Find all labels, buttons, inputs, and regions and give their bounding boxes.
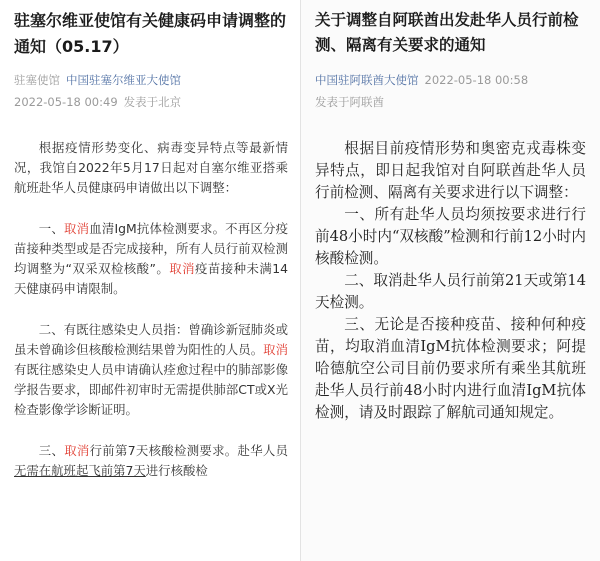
article-meta — [14, 70, 288, 90]
highlight-cancel: 取消 — [169, 261, 196, 276]
highlight-cancel: 取消 — [64, 221, 90, 236]
article-title: 关于调整自阿联酋出发赴华人员行前检测、隔离有关要求的通知 — [315, 11, 579, 54]
highlight-cancel: 取消 — [64, 443, 90, 458]
account-link[interactable]: 中国驻阿联酋大使馆 — [315, 73, 419, 87]
paragraph: 二、取消赴华人员行前第21天或第14天检测。 — [315, 272, 586, 311]
article-meta — [315, 70, 586, 90]
paragraph: 一、取消血清IgM抗体检测要求。不再区分疫苗接种类型或是否完成接种，所有人员行前双检测均调整为“双采双检核酸”。取消疫苗接种未满14天健康码申请限制。 — [14, 221, 289, 296]
publish-location: 发表于北京 — [123, 95, 182, 109]
right-article — [301, 0, 600, 561]
publish-datetime: 2022-05-18 00:58 — [424, 73, 529, 87]
highlight-cancel: 取消 — [263, 342, 289, 357]
account-link[interactable]: 中国驻塞尔维亚大使馆 — [66, 73, 181, 87]
article-location-row — [315, 92, 586, 112]
article-date-row — [14, 92, 288, 112]
paragraph: 三、取消行前第7天核酸检测要求。赴华人员无需在航班起飞前第7天进行核酸检 — [14, 443, 289, 478]
paragraph: 三、无论是否接种疫苗、接种何种疫苗，均取消血清IgM抗体检测要求；阿提哈德航空公司目前仍要求所有乘坐其航班赴华人员行前48小时内进行血清IgM抗体检测，请及时跟踪了解航司通知规定。 — [315, 316, 586, 421]
paragraph: 二、有既往感染史人员指：曾确诊新冠肺炎或虽未曾确诊但核酸检测结果曾为阳性的人员。取消有既往感染史人员申请确认痊愈过程中的肺部影像学报告要求，即邮件初审时无需提供肺部CT或X光检查影像学诊断证明。 — [14, 322, 289, 417]
paragraph: 根据目前疫情形势和奥密克戎毒株变异特点，即日起我馆对自阿联酋赴华人员行前检测、隔离有关要求进行以下调整： — [315, 140, 586, 201]
underlined-text: 无需在航班起飞前第7天 — [14, 463, 146, 478]
paragraph: 一、所有赴华人员均须按要求进行行前48小时内“双核酸”检测和行前12小时内核酸检测。 — [315, 206, 586, 267]
publish-location: 发表于阿联酋 — [315, 95, 384, 109]
paragraph: 根据疫情形势变化、病毒变异特点等最新情况，我馆自2022年5月17日起对自塞尔维亚搭乘航班赴华人员健康码申请做出以下调整： — [14, 140, 288, 195]
article-body — [14, 138, 288, 481]
article-body — [315, 138, 586, 424]
source-label: 驻塞使馆 — [14, 73, 60, 87]
publish-datetime: 2022-05-18 00:49 — [14, 95, 118, 109]
article-title: 驻塞尔维亚使馆有关健康码申请调整的通知（05.17） — [14, 11, 287, 56]
